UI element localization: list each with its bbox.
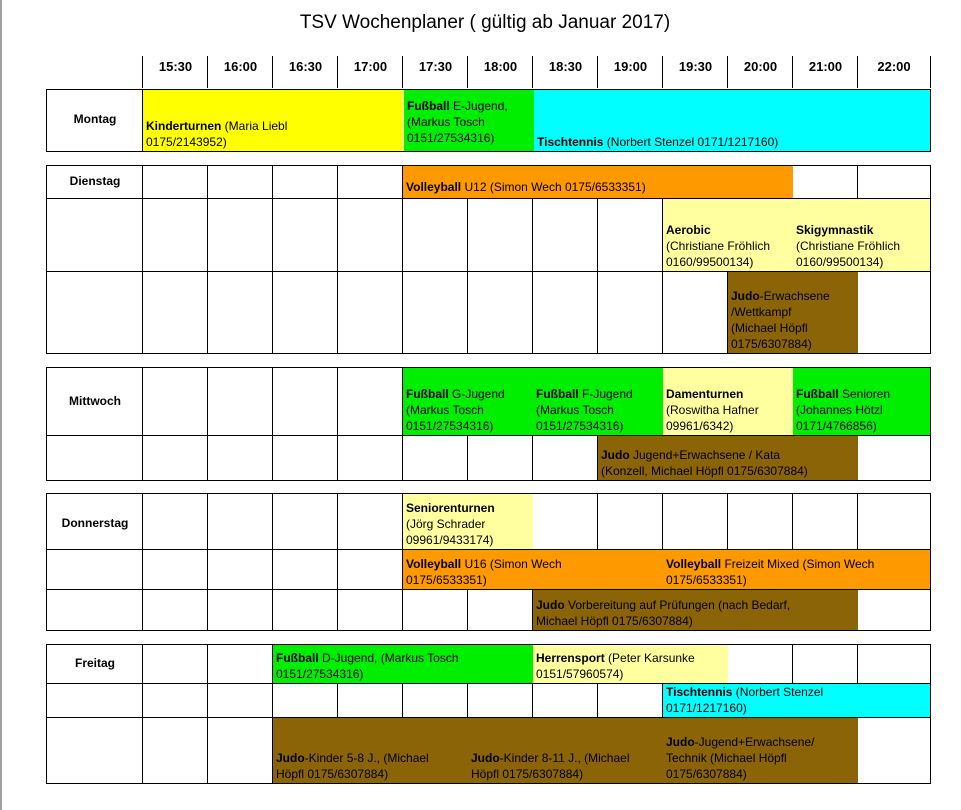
- grid-line: [272, 166, 273, 353]
- event-sport: Volleyball: [666, 557, 722, 571]
- time-header-cell: 19:30: [662, 56, 728, 88]
- event-sport: Judo: [666, 735, 695, 749]
- event-detail: (Michael Höpfl: [731, 321, 808, 335]
- day-label-donnerstag: Donnerstag: [61, 516, 129, 530]
- event-detail: F-Jugend: [578, 387, 633, 401]
- event-detail: /Wettkampf: [731, 305, 792, 319]
- event-sport: Fußball: [406, 387, 449, 401]
- event-detail: 0160/99500134): [666, 255, 754, 269]
- event-detail: -Jugend+Erwachsene/: [694, 735, 815, 749]
- event-sport: Herrensport: [536, 651, 605, 665]
- event-sport: Damenturnen: [666, 387, 744, 401]
- event-detail: Technik (Michael Höpfl: [666, 751, 787, 765]
- grid-line: [142, 368, 143, 480]
- time-header-cell: 18:30: [532, 56, 598, 88]
- event-detail: 09961/6342): [666, 419, 734, 433]
- event-tischtennis-freitag[interactable]: [663, 684, 930, 717]
- event-sport: Judo: [601, 448, 630, 462]
- event-detail: (Markus Tosch: [536, 403, 614, 417]
- day-block-donnerstag: [46, 493, 931, 631]
- day-block-mittwoch: [46, 367, 931, 481]
- event-detail: Freizeit Mixed (Simon Wech: [721, 557, 875, 571]
- event-detail: U16 (Simon Wech: [461, 557, 562, 571]
- event-detail: E-Jugend,: [449, 99, 508, 113]
- event-sport: Judo: [276, 751, 305, 765]
- event-judo-erwachsene-wettkampf[interactable]: [728, 272, 858, 353]
- grid-line: [337, 494, 338, 630]
- grid-line: [272, 368, 273, 480]
- event-detail: 0151/27534316): [536, 419, 624, 433]
- event-detail: D-Jugend, (Markus Tosch: [318, 651, 459, 665]
- event-volleyball-u16[interactable]: [403, 550, 663, 589]
- event-sport: Aerobic: [666, 223, 711, 237]
- time-header-cell: 15:30: [142, 56, 208, 88]
- grid-line: [207, 494, 208, 630]
- event-sport: Kinderturnen: [146, 119, 222, 133]
- event-judo-jugend-kata[interactable]: [598, 436, 858, 480]
- event-skigymnastik[interactable]: [793, 199, 930, 271]
- event-detail: 0160/99500134): [796, 255, 884, 269]
- grid-line: [337, 368, 338, 480]
- event-detail: Michael Höpfl 0175/6307884): [536, 614, 693, 628]
- grid-line: [207, 166, 208, 353]
- event-volleyball-u12[interactable]: [403, 166, 793, 198]
- event-detail: 0175/6307884): [666, 767, 747, 781]
- event-herrensport[interactable]: [533, 645, 728, 683]
- day-block-dienstag: [46, 165, 931, 354]
- grid-line: [142, 494, 143, 630]
- event-fussball-senioren[interactable]: [793, 368, 930, 435]
- event-damenturnen[interactable]: [663, 368, 793, 435]
- event-sport: Seniorenturnen: [406, 501, 495, 515]
- event-detail: (Roswitha Hafner: [666, 403, 759, 417]
- event-detail: (Jörg Schrader: [406, 517, 486, 531]
- event-tischtennis[interactable]: [534, 90, 930, 151]
- time-header-cell: 18:00: [467, 56, 533, 88]
- day-label-montag: Montag: [73, 112, 117, 126]
- day-label-freitag: Freitag: [74, 656, 115, 670]
- event-detail: (Maria Liebl: [221, 119, 288, 133]
- event-fussball-e-jugend[interactable]: [404, 90, 534, 151]
- time-header-cell: 16:30: [272, 56, 338, 88]
- event-detail: (Norbert Stenzel 0171/1217160): [603, 135, 779, 149]
- event-detail: 0175/6533351): [406, 573, 487, 587]
- event-detail: (Christiane Fröhlich: [666, 239, 771, 253]
- day-block-freitag: [46, 644, 931, 784]
- grid-line: [142, 166, 143, 353]
- event-detail: Jugend+Erwachsene / Kata: [629, 448, 781, 462]
- event-detail: 0151/27534316): [276, 667, 364, 681]
- event-fussball-d-jugend[interactable]: [273, 645, 533, 683]
- event-sport: Volleyball: [406, 557, 462, 571]
- grid-line: [207, 645, 208, 783]
- event-fussball-f-jugend[interactable]: [533, 368, 663, 435]
- event-detail: Vorbereitung auf Prüfungen (nach Bedarf,: [564, 598, 791, 612]
- time-header-cell: 16:00: [207, 56, 273, 88]
- event-detail: (Peter Karsunke: [604, 651, 695, 665]
- event-detail: (Christiane Fröhlich: [796, 239, 901, 253]
- event-detail: 0175/2143952): [146, 135, 227, 149]
- time-header-cell: 20:00: [727, 56, 793, 88]
- grid-line: [272, 494, 273, 630]
- event-detail: 0171/4766856): [796, 419, 877, 433]
- event-judo-kinder-8-11[interactable]: [468, 718, 663, 783]
- event-sport: Fußball: [796, 387, 839, 401]
- time-header-cell: 17:30: [402, 56, 468, 88]
- event-fussball-g-jugend[interactable]: [403, 368, 533, 435]
- time-header-cell: 21:00: [792, 56, 858, 88]
- event-sport: Skigymnastik: [796, 223, 874, 237]
- event-detail: 0171/1217160): [666, 701, 747, 715]
- event-detail: (Markus Tosch: [406, 403, 484, 417]
- event-detail: G-Jugend: [448, 387, 505, 401]
- event-aerobic[interactable]: [663, 199, 793, 271]
- window-edge: [0, 0, 2, 810]
- event-seniorenturnen[interactable]: [403, 494, 533, 549]
- event-detail: 09961/9433174): [406, 533, 494, 547]
- event-detail: (Norbert Stenzel: [732, 685, 824, 699]
- day-label-mittwoch: Mittwoch: [69, 394, 121, 408]
- event-sport: Tischtennis: [666, 685, 733, 699]
- event-detail: 0151/27534316): [406, 419, 494, 433]
- event-detail: (Johannes Hötzl: [796, 403, 883, 417]
- event-detail: Senioren: [838, 387, 891, 401]
- grid-line: [207, 368, 208, 480]
- grid-line: [337, 166, 338, 353]
- page-title: TSV Wochenplaner ( gültig ab Januar 2017): [299, 12, 671, 33]
- event-detail: U12 (Simon Wech 0175/6533351): [461, 180, 646, 194]
- time-header-cell: 19:00: [597, 56, 663, 88]
- event-detail: -Kinder 5-8 J., (Michael: [304, 751, 429, 765]
- event-sport: Judo: [471, 751, 500, 765]
- day-block-montag: [46, 89, 931, 152]
- event-kinderturnen[interactable]: [143, 90, 403, 151]
- event-sport: Volleyball: [406, 180, 462, 194]
- event-detail: (Markus Tosch: [407, 115, 485, 129]
- event-detail: 0175/6533351): [666, 573, 747, 587]
- event-sport: Fußball: [407, 99, 450, 113]
- time-header-cell: 22:00: [857, 56, 931, 88]
- event-volleyball-freizeit-mixed[interactable]: [663, 550, 930, 589]
- event-sport: Fußball: [276, 651, 319, 665]
- event-sport: Judo: [731, 289, 760, 303]
- time-header-cell: 17:00: [337, 56, 403, 88]
- event-detail: 0151/57960574): [536, 667, 624, 681]
- event-detail: Höpfl 0175/6307884): [471, 767, 584, 781]
- event-judo-jugend-erwachsene-technik[interactable]: [663, 718, 858, 783]
- event-sport: Fußball: [536, 387, 579, 401]
- event-sport: Tischtennis: [537, 135, 604, 149]
- event-detail: 0151/27534316): [407, 131, 495, 145]
- event-detail: Höpfl 0175/6307884): [276, 767, 389, 781]
- day-label-dienstag: Dienstag: [69, 174, 121, 188]
- event-detail: -Erwachsene: [759, 289, 830, 303]
- event-sport: Judo: [536, 598, 565, 612]
- event-detail: 0175/6307884): [731, 337, 812, 351]
- event-judo-kinder-5-8[interactable]: [273, 718, 468, 783]
- event-judo-pruefungsvorbereitung[interactable]: [533, 590, 858, 630]
- event-detail: -Kinder 8-11 J., (Michael: [499, 751, 630, 765]
- event-detail: (Konzell, Michael Höpfl 0175/6307884): [601, 464, 808, 478]
